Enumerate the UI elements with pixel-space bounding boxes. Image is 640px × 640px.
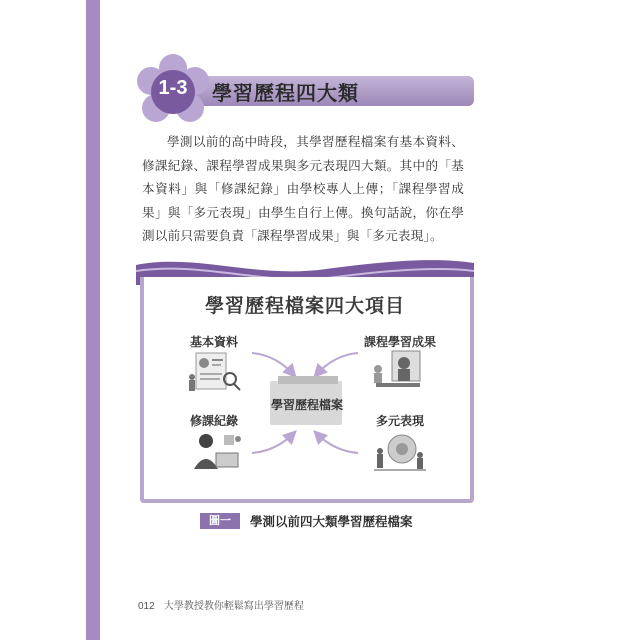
- section-number: 1-3: [158, 77, 188, 99]
- learning-results-illustration: [368, 349, 426, 393]
- page-number: 012: [138, 601, 155, 612]
- profile-document-illustration: [186, 349, 244, 393]
- page-spine-bar: [86, 0, 100, 640]
- section-title: 學習歷程四大類: [212, 81, 359, 105]
- item-course-record-label: 修課紀錄: [190, 414, 239, 428]
- caption-badge: 圖一: [200, 513, 240, 529]
- item-diverse-performance-label: 多元表現: [376, 414, 425, 428]
- page-footer: [138, 597, 304, 612]
- course-record-illustration: [186, 429, 244, 473]
- figure-caption: 學測以前四大類學習歷程檔案: [250, 514, 413, 529]
- figure-title: 學習歷程檔案四大項目: [204, 295, 405, 317]
- book-title: 大學教授教你輕鬆寫出學習歷程: [163, 601, 304, 612]
- diverse-performance-illustration: [372, 429, 428, 473]
- body-paragraph: 學測以前的高中時段，其學習歷程檔案有基本資料、修課紀錄、課程學習成果與多元表現四大類。其中的「基本資料」與「修課紀錄」由學校專人上傳；「課程學習成果」與「多元表現」由學生自行上傳。換句話說，你在學測以前只需要負責「課程學習成果」與「多元表現」。: [142, 134, 464, 243]
- item-basic-data-label: 基本資料: [190, 335, 239, 349]
- figure-box: [136, 257, 474, 503]
- center-label: 學習歷程檔案: [270, 398, 343, 412]
- item-course-results-label: 課程學習成果: [364, 335, 437, 349]
